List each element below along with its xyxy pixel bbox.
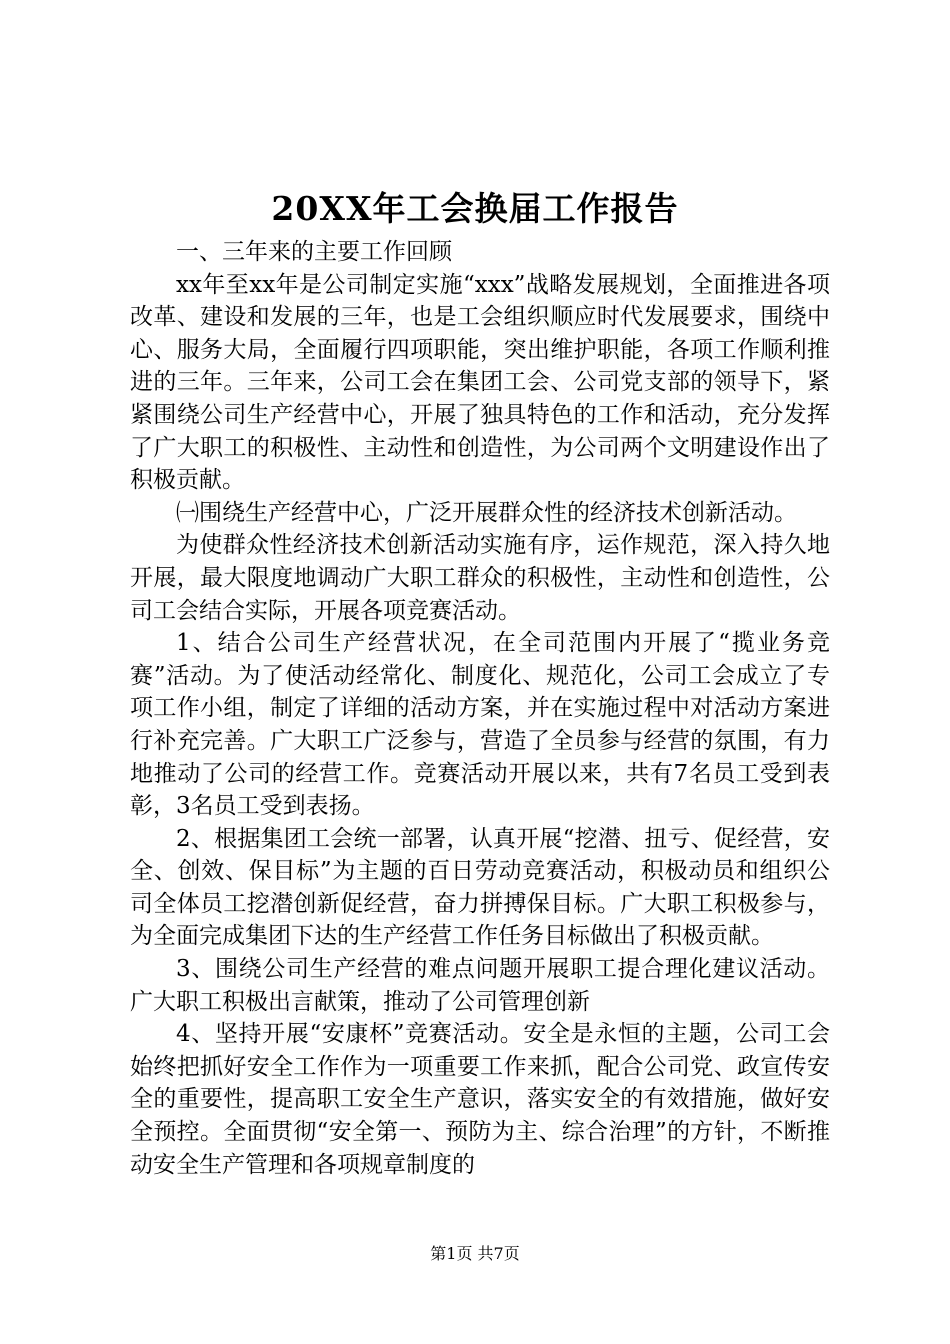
list-item: 1、结合公司生产经营状况，在全司范围内开展了“揽业务竞赛”活动。为了使活动经常化、制度化、规范化，公司工会成立了专项工作小组，制定了详细的活动方案，并在实施过程中对活动方案进行补充完善。广大职工广泛参与，营造了全员参与经营的氛围，有力地推动了公司的经营工作。竞赛活动开展以来，共有7名员工受到表彰，3名员工受到表扬。: [130, 630, 830, 820]
list-item: 4、坚持开展“安康杯”竞赛活动。安全是永恒的主题，公司工会始终把抓好安全工作作为一项重要工作来抓，配合公司党、政宣传安全的重要性，提高职工安全生产意识，落实安全的有效措施，做好安全预控。全面贯彻“安全第一、预防为主、综合治理”的方针，不断推动安全生产管理和各项规章制度的: [130, 1021, 830, 1178]
list-item: 3、围绕公司生产经营的难点问题开展职工提合理化建议活动。广大职工积极出言献策，推动了公司管理创新: [130, 956, 830, 1015]
paragraph: xx年至xx年是公司制定实施“xxx”战略发展规划，全面推进各项改革、建设和发展的三年，也是工会组织顺应时代发展要求，围绕中心、服务大局，全面履行四项职能，突出维护职能，各项工作顺利推进的三年。三年来，公司工会在集团工会、公司党支部的领导下，紧紧围绕公司生产经营中心，开展了独具特色的工作和活动，充分发挥了广大职工的积极性、主动性和创造性，为公司两个文明建设作出了积极贡献。: [130, 271, 830, 494]
page-number: 第1页 共7页: [430, 1244, 520, 1263]
paragraph: 为使群众性经济技术创新活动实施有序，运作规范，深入持久地开展，最大限度地调动广大职工群众的积极性，主动性和创造性，公司工会结合实际，开展各项竞赛活动。: [130, 532, 830, 624]
document-title: 20XX年工会换届工作报告: [271, 189, 679, 228]
sub-heading: ㈠围绕生产经营中心，广泛开展群众性的经济技术创新活动。: [176, 499, 797, 526]
document-body: [130, 236, 830, 1181]
section-heading: 一、三年来的主要工作回顾: [176, 239, 452, 265]
list-item: 2、根据集团工会统一部署，认真开展“挖潜、扭亏、促经营，安全、创效、保目标”为主题的百日劳动竞赛活动，积极动员和组织公司全体员工挖潜创新促经营，奋力拼搏保目标。广大职工积极参与，为全面完成集团下达的生产经营工作任务目标做出了积极贡献。: [130, 825, 830, 950]
